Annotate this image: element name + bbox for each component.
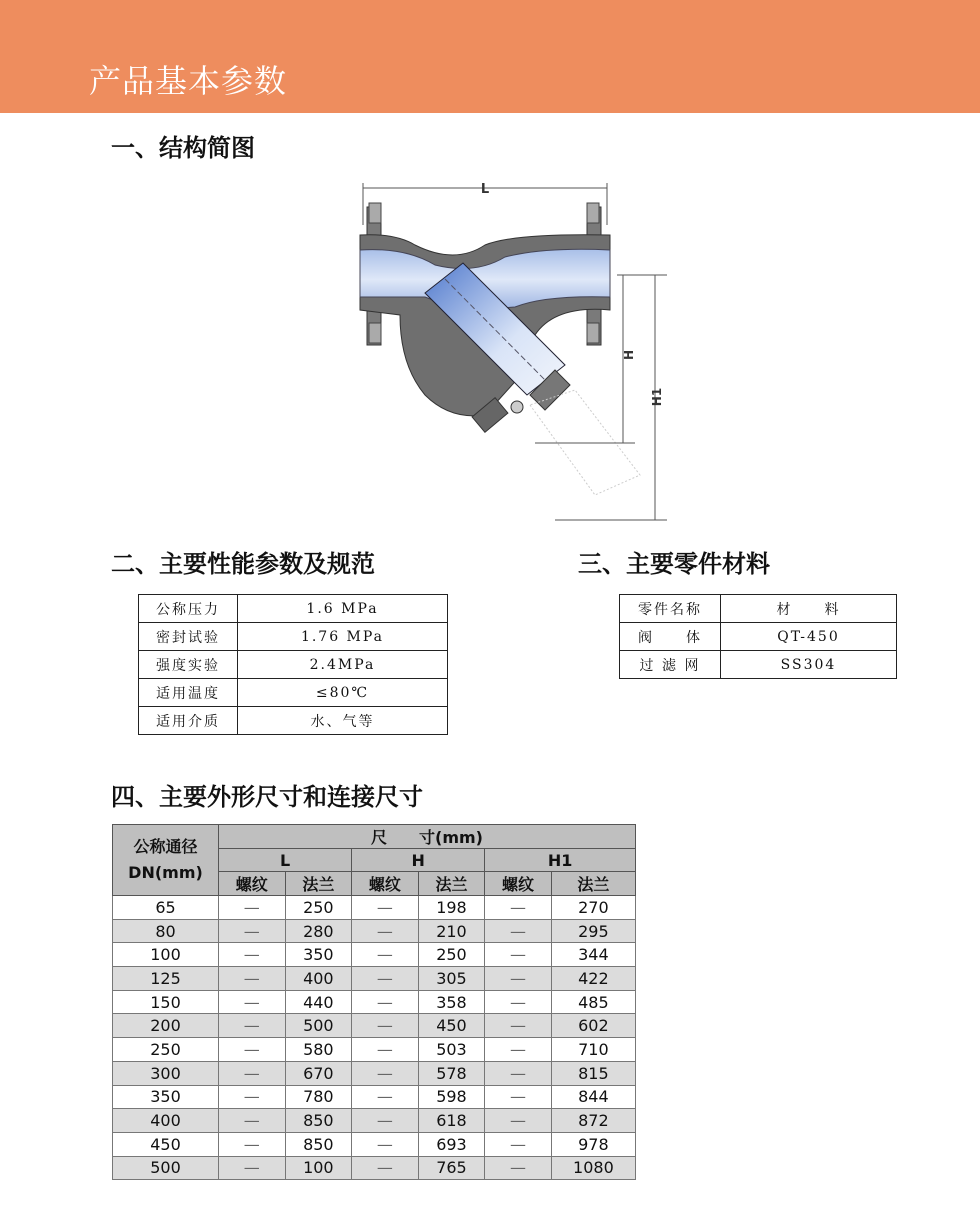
table-row [113, 1085, 636, 1109]
header-thread: 螺纹 [485, 872, 552, 896]
dimension-cell: — [219, 1014, 286, 1038]
dimension-cell: 358 [418, 990, 485, 1014]
dimension-cell: 850 [285, 1109, 352, 1133]
dimension-cell: 485 [551, 990, 635, 1014]
table-row [113, 967, 636, 991]
dimension-cell: — [352, 1132, 419, 1156]
materials-part: 阀 体 [620, 623, 721, 651]
table-row [113, 896, 636, 920]
dimension-cell: 350 [285, 943, 352, 967]
dn-cell: 150 [113, 990, 219, 1014]
table-row [139, 623, 448, 651]
materials-material: SS304 [721, 651, 897, 679]
dimension-cell: — [352, 919, 419, 943]
table-row [113, 1014, 636, 1038]
header-thread: 螺纹 [352, 872, 419, 896]
dimension-cell: — [485, 1014, 552, 1038]
dimension-cell: 198 [418, 896, 485, 920]
dimension-cell: 872 [551, 1109, 635, 1133]
dim-label-L: L [480, 182, 490, 197]
dimension-cell: 598 [418, 1085, 485, 1109]
dimension-cell: — [352, 1156, 419, 1180]
materials-header-part: 零件名称 [620, 595, 721, 623]
dimension-cell: — [219, 1085, 286, 1109]
dn-cell: 80 [113, 919, 219, 943]
dimensions-table [112, 824, 636, 1180]
dn-cell: 100 [113, 943, 219, 967]
table-row [139, 679, 448, 707]
table-row [113, 990, 636, 1014]
header-thread: 螺纹 [219, 872, 286, 896]
dimension-cell: — [219, 1132, 286, 1156]
table-row [620, 651, 897, 679]
dimension-cell: — [485, 1061, 552, 1085]
dimension-cell: — [219, 1061, 286, 1085]
dimension-cell: 693 [418, 1132, 485, 1156]
dimension-cell: 503 [418, 1038, 485, 1062]
performance-key: 适用介质 [139, 707, 238, 735]
performance-value: 2.4MPa [238, 651, 448, 679]
dimension-cell: — [219, 967, 286, 991]
dimension-cell: — [352, 896, 419, 920]
performance-value: 1.6 MPa [238, 595, 448, 623]
materials-part: 过 滤 网 [620, 651, 721, 679]
dimension-cell: 815 [551, 1061, 635, 1085]
dimension-cell: — [485, 919, 552, 943]
table-row [620, 595, 897, 623]
dimension-cell: 270 [551, 896, 635, 920]
dimension-cell: — [352, 1109, 419, 1133]
dn-cell: 350 [113, 1085, 219, 1109]
header-dn [113, 825, 219, 896]
table-row [113, 1061, 636, 1085]
dimension-cell: — [485, 967, 552, 991]
dimension-cell: 618 [418, 1109, 485, 1133]
dimension-cell: 500 [285, 1014, 352, 1038]
header-group-H1: H1 [485, 849, 636, 872]
section-title-dimensions: 四、主要外形尺寸和连接尺寸 [111, 783, 423, 811]
dimension-cell: 450 [418, 1014, 485, 1038]
dn-cell: 400 [113, 1109, 219, 1133]
dimension-cell: — [219, 919, 286, 943]
materials-table [619, 594, 897, 679]
dimension-cell: — [485, 1156, 552, 1180]
table-row [113, 919, 636, 943]
dimension-cell: — [485, 943, 552, 967]
header-banner [0, 0, 980, 113]
dimension-cell: — [219, 896, 286, 920]
performance-value: 水、气等 [238, 707, 448, 735]
dimension-cell: 210 [418, 919, 485, 943]
dimension-cell: — [485, 1085, 552, 1109]
dimension-cell: 850 [285, 1132, 352, 1156]
materials-header-material: 材 料 [721, 595, 897, 623]
dimension-cell: — [352, 967, 419, 991]
dn-cell: 125 [113, 967, 219, 991]
dimension-cell: — [219, 1038, 286, 1062]
dimension-cell: — [219, 990, 286, 1014]
table-row [620, 623, 897, 651]
performance-key: 适用温度 [139, 679, 238, 707]
dimension-cell: — [219, 943, 286, 967]
dn-cell: 200 [113, 1014, 219, 1038]
dim-label-H1: H1 [650, 387, 664, 407]
dimension-cell: — [352, 1061, 419, 1085]
dimension-cell: 602 [551, 1014, 635, 1038]
dimension-cell: 295 [551, 919, 635, 943]
dimension-cell: 580 [285, 1038, 352, 1062]
dimension-cell: 1080 [551, 1156, 635, 1180]
dimension-cell: 305 [418, 967, 485, 991]
dimension-cell: 344 [551, 943, 635, 967]
dimension-cell: 440 [285, 990, 352, 1014]
table-row [113, 1109, 636, 1133]
performance-value: ≤80℃ [238, 679, 448, 707]
header-flange: 法兰 [418, 872, 485, 896]
dimension-cell: 250 [418, 943, 485, 967]
dimension-cell: 280 [285, 919, 352, 943]
dimension-cell: — [352, 943, 419, 967]
header-group-H: H [352, 849, 485, 872]
table-row [113, 1038, 636, 1062]
section-title-structure: 一、结构简图 [111, 134, 255, 162]
dimension-cell: 978 [551, 1132, 635, 1156]
dimension-cell: 578 [418, 1061, 485, 1085]
dimension-cell: 844 [551, 1085, 635, 1109]
dimension-cell: 422 [551, 967, 635, 991]
dimension-cell: 710 [551, 1038, 635, 1062]
dimension-cell: 765 [418, 1156, 485, 1180]
performance-table [138, 594, 448, 735]
dn-cell: 65 [113, 896, 219, 920]
dimension-cell: — [352, 1085, 419, 1109]
dim-label-H: H [622, 349, 636, 361]
dimension-cell: 780 [285, 1085, 352, 1109]
section-title-performance: 二、主要性能参数及规范 [111, 550, 375, 578]
table-row [139, 651, 448, 679]
dimension-cell: 670 [285, 1061, 352, 1085]
section-title-materials: 三、主要零件材料 [578, 550, 770, 578]
dimension-cell: — [485, 1038, 552, 1062]
dimension-cell: — [352, 1014, 419, 1038]
y-strainer-diagram [355, 175, 675, 525]
dn-cell: 300 [113, 1061, 219, 1085]
dimension-cell: — [485, 1109, 552, 1133]
page-title: 产品基本参数 [89, 62, 288, 100]
dimension-cell: — [485, 1132, 552, 1156]
performance-key: 公称压力 [139, 595, 238, 623]
header-size: 尺 寸(mm) [219, 825, 636, 849]
dimension-cell: — [352, 990, 419, 1014]
dimension-cell: — [352, 1038, 419, 1062]
header-group-L: L [219, 849, 352, 872]
header-dn-line1: 公称通径 [133, 837, 198, 856]
performance-value: 1.76 MPa [238, 623, 448, 651]
table-row [113, 943, 636, 967]
dimension-cell: — [485, 990, 552, 1014]
table-header-row [113, 825, 636, 849]
dn-cell: 250 [113, 1038, 219, 1062]
dimension-cell: 250 [285, 896, 352, 920]
dimension-cell: 400 [285, 967, 352, 991]
table-row [139, 595, 448, 623]
header-dn-line2: DN(mm) [128, 863, 203, 882]
dimension-cell: — [219, 1109, 286, 1133]
dimension-cell: — [485, 896, 552, 920]
table-row [139, 707, 448, 735]
table-row [113, 1132, 636, 1156]
header-flange: 法兰 [551, 872, 635, 896]
dimension-cell: 100 [285, 1156, 352, 1180]
performance-key: 强度实验 [139, 651, 238, 679]
performance-key: 密封试验 [139, 623, 238, 651]
dn-cell: 500 [113, 1156, 219, 1180]
table-row [113, 1156, 636, 1180]
materials-material: QT-450 [721, 623, 897, 651]
header-flange: 法兰 [285, 872, 352, 896]
dimension-cell: — [219, 1156, 286, 1180]
dn-cell: 450 [113, 1132, 219, 1156]
